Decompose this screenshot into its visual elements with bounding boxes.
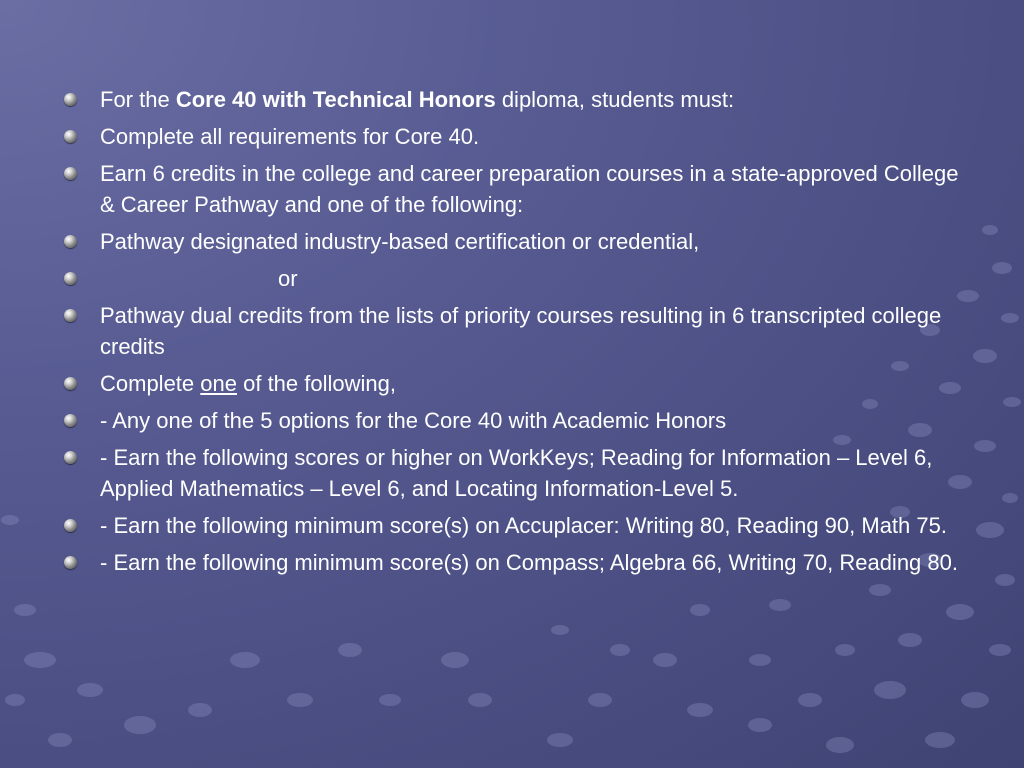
bullet-text: Complete all requirements for Core 40. [100, 124, 480, 149]
bullet-icon [64, 556, 77, 569]
emphasis-one: one [200, 371, 237, 396]
bullet-dual-credits [62, 300, 972, 362]
bullet-workkeys [62, 442, 972, 504]
bullet-text: - Earn the following minimum score(s) on Accuplacer: Writing 80, Reading 90, Math 75. [100, 513, 947, 538]
bullet-academic-honors [62, 405, 972, 436]
bullet-certification [62, 226, 972, 257]
bullet-icon [64, 130, 77, 143]
bullet-text: Pathway dual credits from the lists of priority courses resulting in 6 transcripted college credits [100, 303, 942, 359]
bullet-text: - Earn the following minimum score(s) on Compass; Algebra 66, Writing 70, Reading 80. [100, 550, 958, 575]
bullet-or [62, 263, 972, 294]
bullet-text: - Any one of the 5 options for the Core 40 with Academic Honors [100, 408, 727, 433]
bullet-text: - Earn the following scores or higher on WorkKeys; Reading for Information – Level 6, Applied Mathematics – Level 6, and Locating Information-Level 5. [100, 445, 933, 501]
bullet-icon [64, 377, 77, 390]
bullet-text: or [278, 266, 298, 291]
bullet-icon [64, 519, 77, 532]
bullet-text: Pathway designated industry-based certification or credential, [100, 229, 700, 254]
bullet-icon [64, 272, 77, 285]
bullet-earn-credits [62, 158, 972, 220]
bullet-list [62, 84, 972, 584]
bullet-icon [64, 167, 77, 180]
bullet-icon [64, 235, 77, 248]
bullet-icon [64, 93, 77, 106]
bullet-icon [64, 414, 77, 427]
bullet-icon [64, 309, 77, 322]
bullet-text: Earn 6 credits in the college and career preparation courses in a state-approved College & Career Pathway and one of the following: [100, 161, 959, 217]
diploma-name: Core 40 with Technical Honors [175, 87, 496, 112]
bullet-icon [64, 451, 77, 464]
bullet-compass [62, 547, 972, 578]
bullet-text: Complete one of the following, [100, 371, 396, 396]
bullet-intro [62, 84, 972, 115]
bullet-core40 [62, 121, 972, 152]
bullet-text: For the Core 40 with Technical Honors diploma, students must: [100, 87, 735, 112]
bullet-accuplacer [62, 510, 972, 541]
bullet-complete-one [62, 368, 972, 399]
